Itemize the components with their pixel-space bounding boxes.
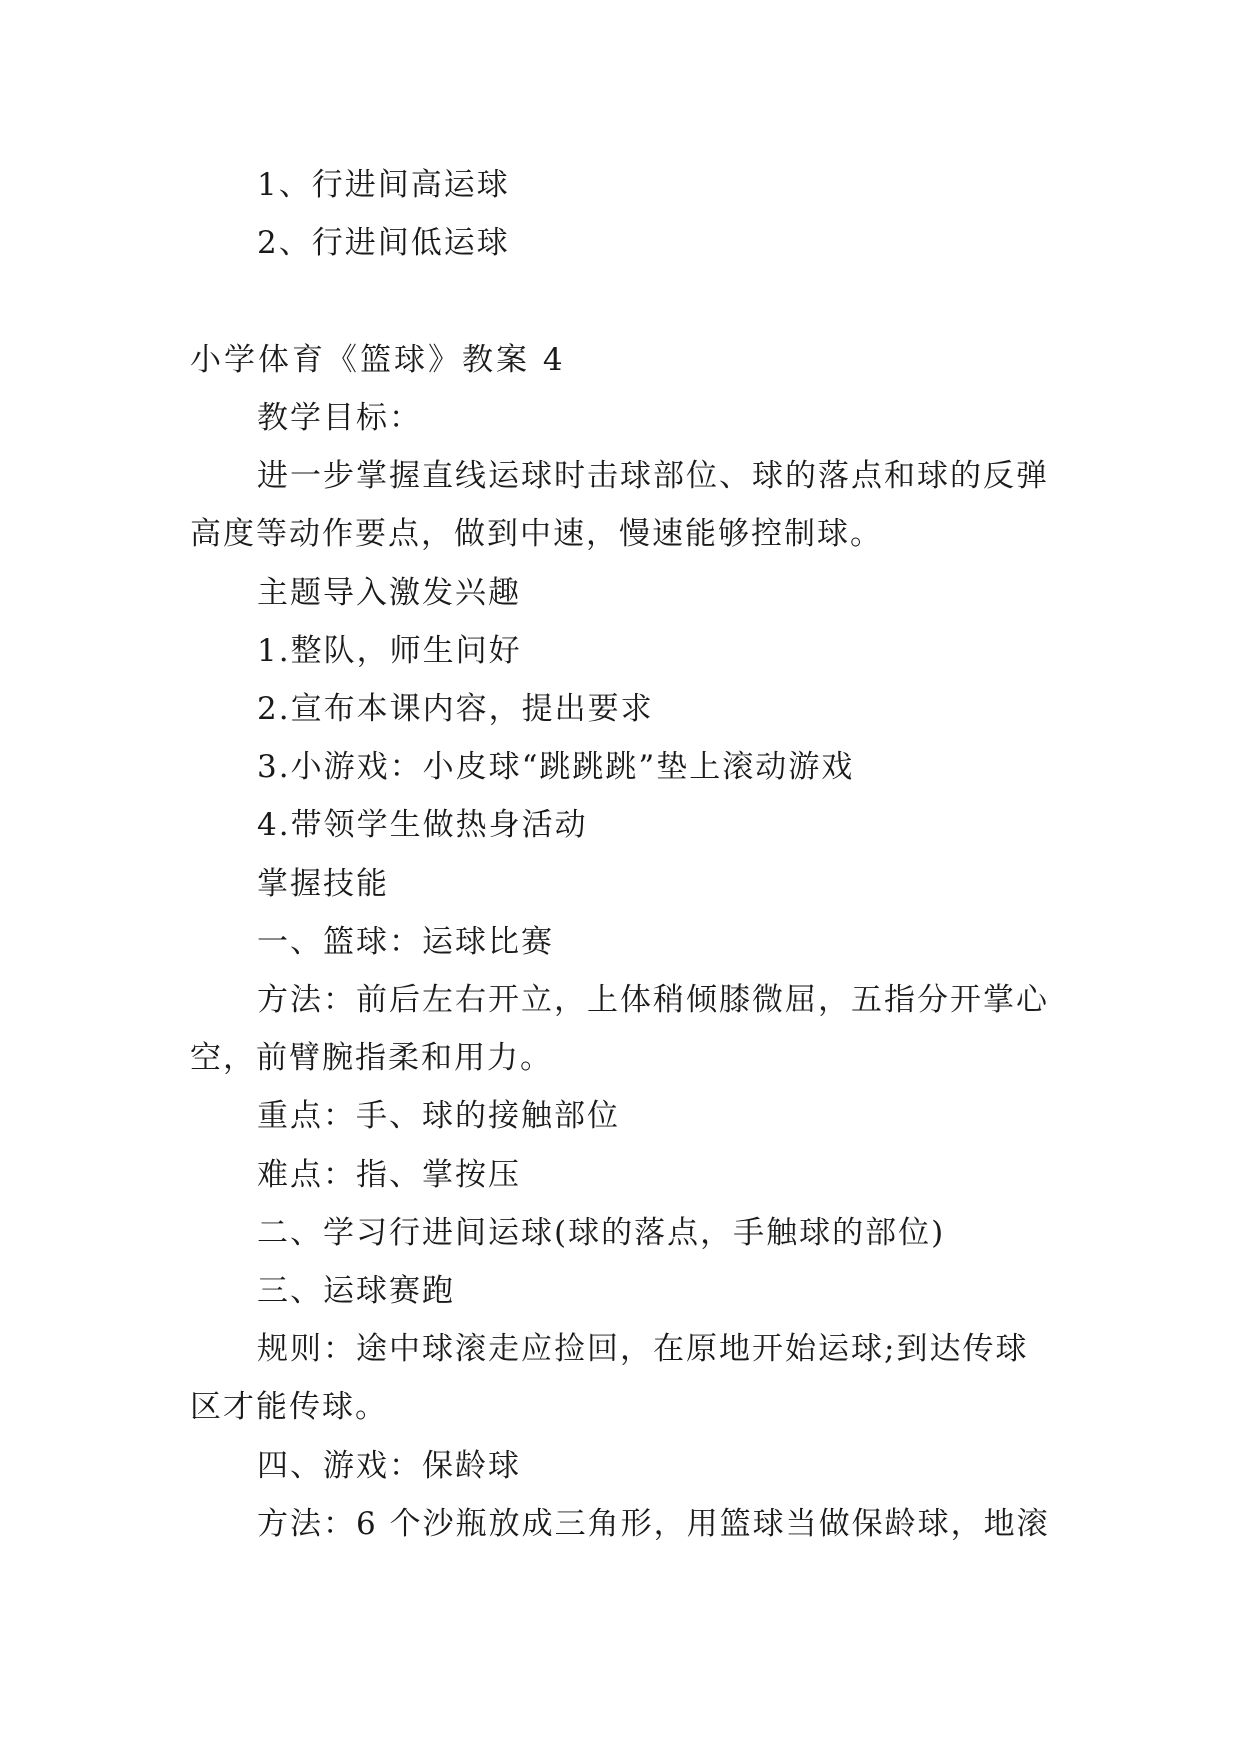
paragraph-line: 方法：前后左右开立，上体稍倾膝微屈，五指分开掌心 (257, 982, 1049, 1018)
paragraph-line: 4.带领学生做热身活动 (257, 807, 588, 843)
list-item: 2、行进间低运球 (257, 225, 510, 261)
paragraph-line: 区才能传球。 (190, 1389, 388, 1425)
paragraph-line: 2.宣布本课内容，提出要求 (257, 691, 654, 727)
paragraph-line: 3.小游戏：小皮球“跳跳跳”垫上滚动游戏 (257, 749, 855, 785)
paragraph-line: 主题导入激发兴趣 (257, 575, 521, 611)
paragraph-line: 四、游戏：保龄球 (257, 1448, 521, 1484)
list-item: 1、行进间高运球 (257, 167, 510, 203)
paragraph-line: 掌握技能 (257, 866, 389, 902)
section-title: 小学体育《篮球》教案 4 (190, 342, 566, 378)
paragraph-line: 教学目标： (257, 400, 422, 436)
paragraph-line: 二、学习行进间运球(球的落点，手触球的部位) (257, 1215, 946, 1251)
paragraph-line: 三、运球赛跑 (257, 1273, 455, 1309)
paragraph-line: 难点：指、掌按压 (257, 1157, 521, 1193)
paragraph-line: 1.整队，师生问好 (257, 633, 522, 669)
paragraph-line: 重点：手、球的接触部位 (257, 1098, 620, 1134)
paragraph-line: 高度等动作要点，做到中速，慢速能够控制球。 (190, 516, 883, 552)
paragraph-line: 空，前臂腕指柔和用力。 (190, 1040, 553, 1076)
paragraph-line: 规则：途中球滚走应捡回，在原地开始运球;到达传球 (257, 1331, 1029, 1367)
paragraph-line: 方法：6 个沙瓶放成三角形，用篮球当做保龄球，地滚 (257, 1506, 1050, 1542)
paragraph-line: 进一步掌握直线运球时击球部位、球的落点和球的反弹 (257, 458, 1049, 494)
paragraph-line: 一、篮球：运球比赛 (257, 924, 554, 960)
